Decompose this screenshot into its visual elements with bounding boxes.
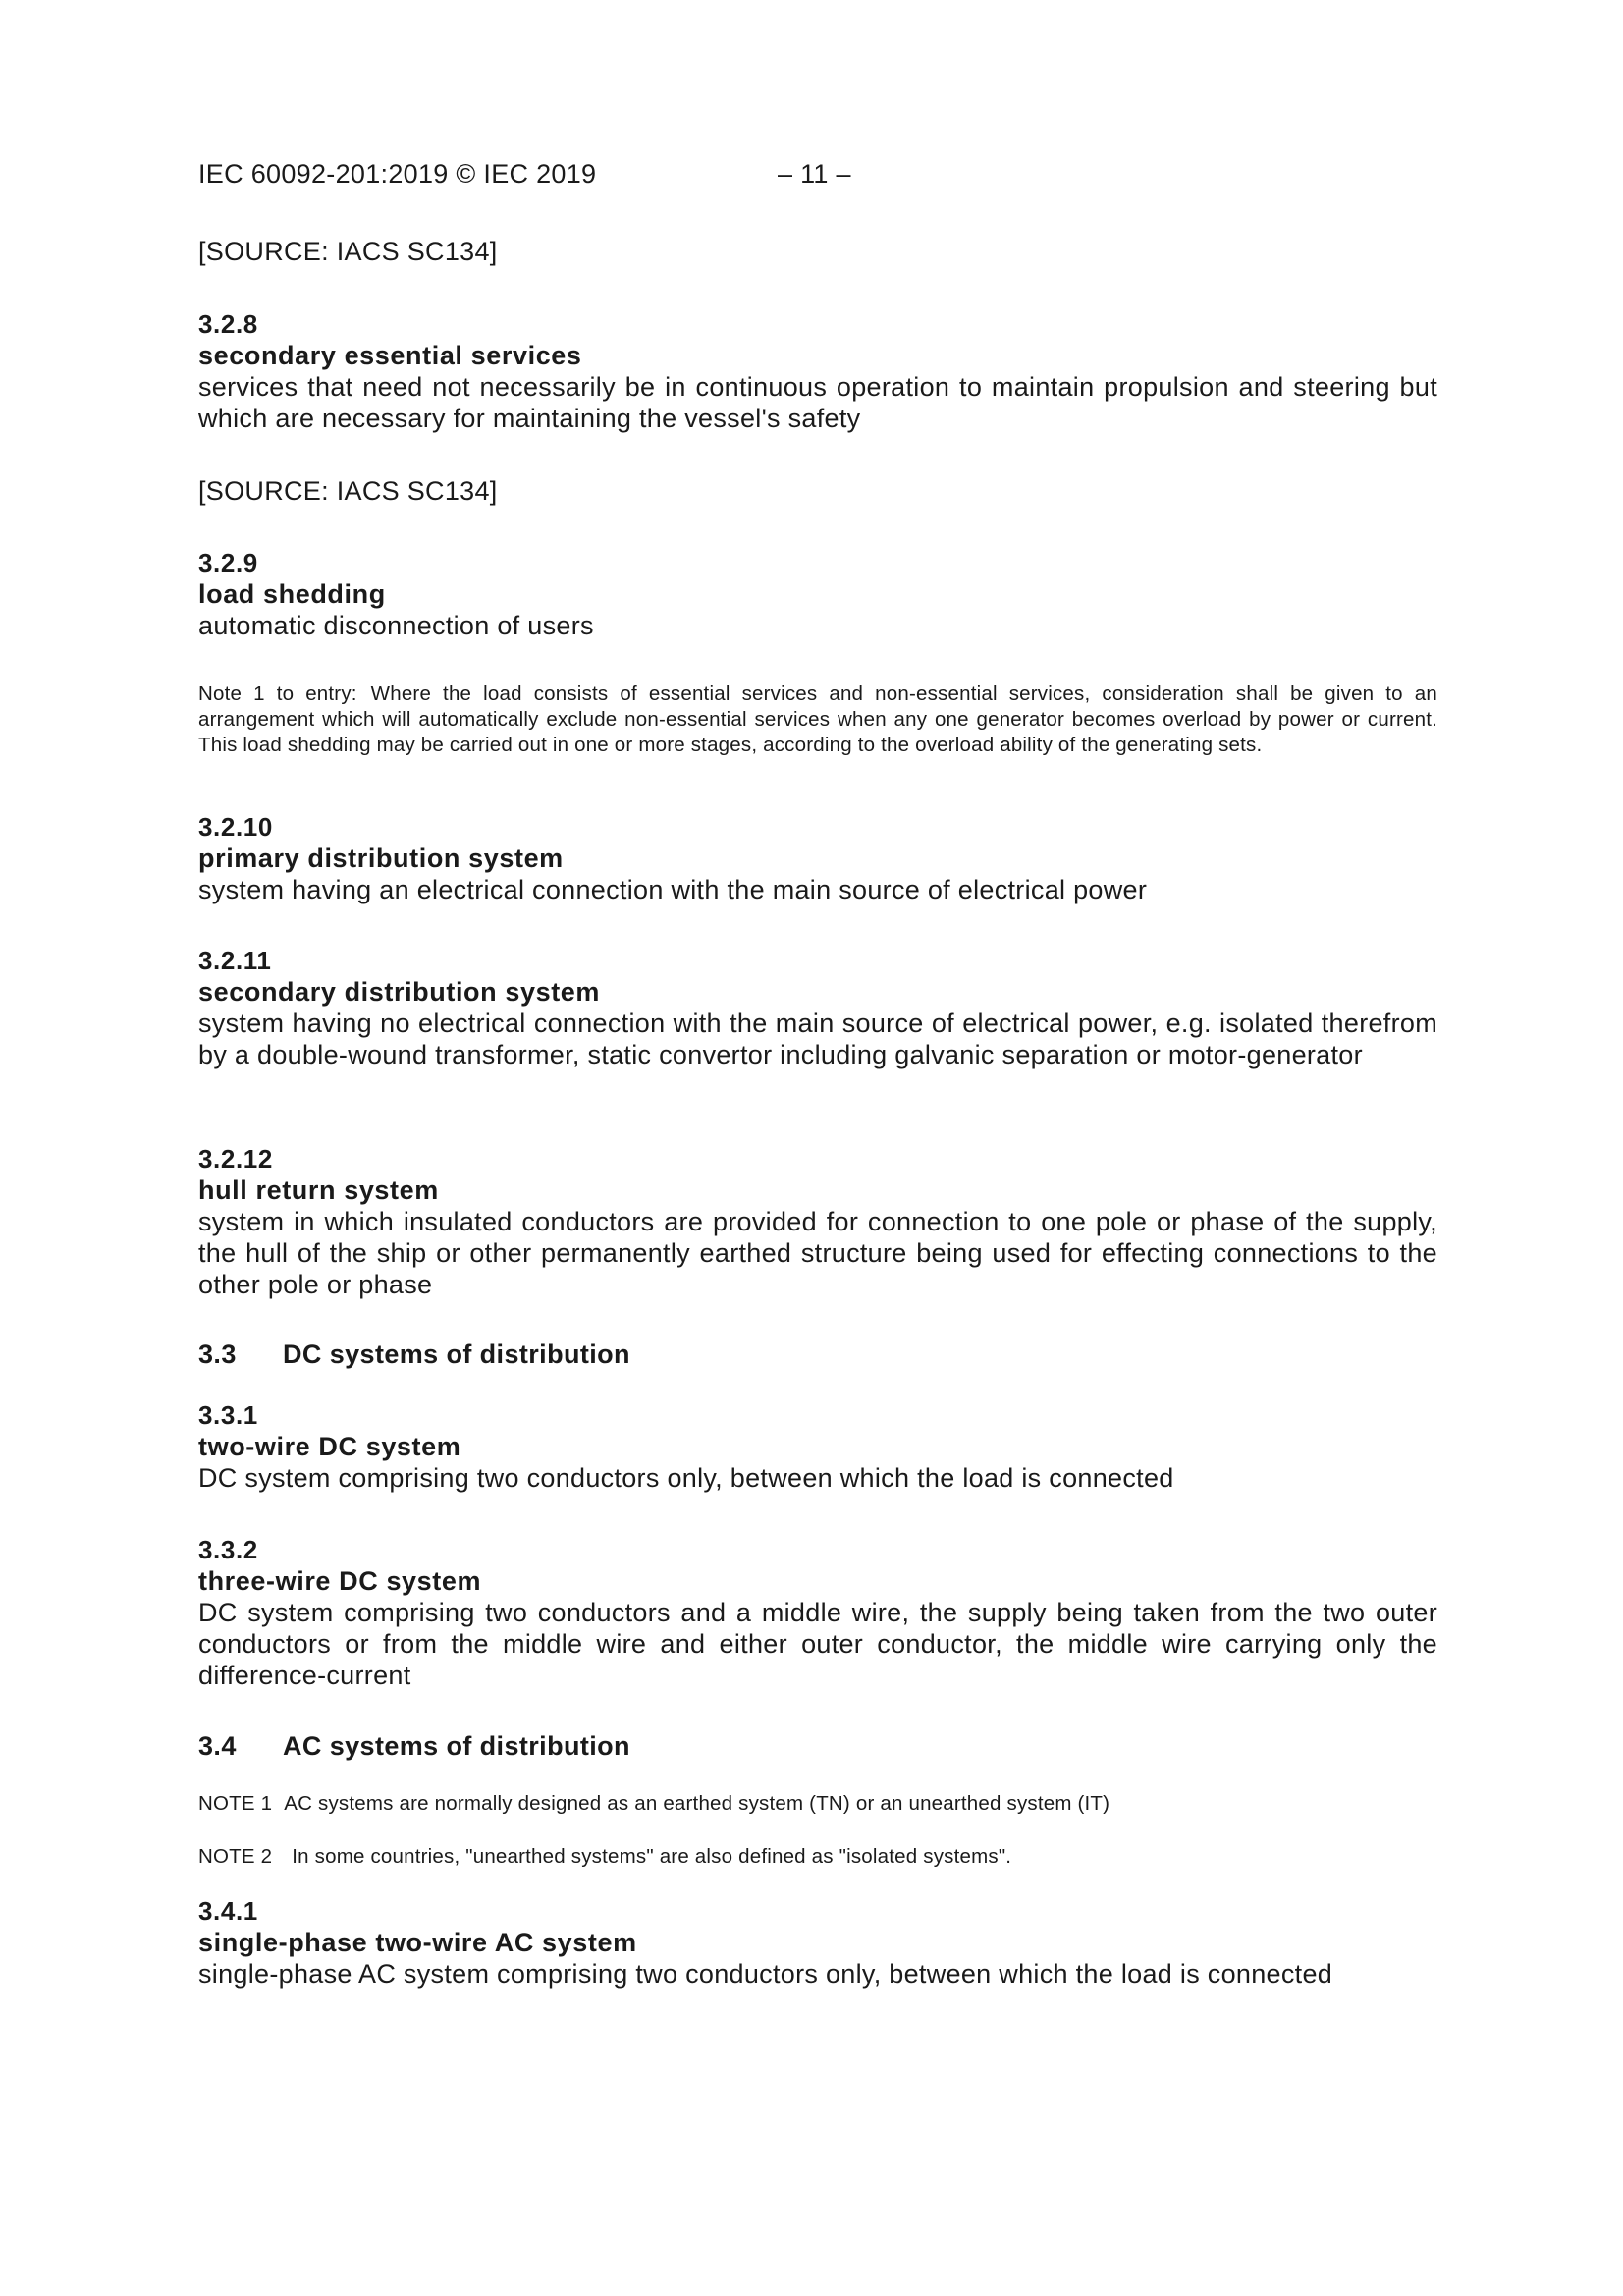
- term-entry-3-2-10: [198, 811, 1437, 905]
- note-label: NOTE 2: [198, 1845, 273, 1868]
- entry-definition: services that need not necessarily be in continuous operation to maintain propulsion and steering but which are necessary for maintaining the vessel's safety: [198, 372, 1437, 433]
- clause-title: AC systems of distribution: [283, 1731, 630, 1761]
- note-text: AC systems are normally designed as an earthed system (TN) or an unearthed system (IT): [284, 1792, 1110, 1815]
- entry-definition: DC system comprising two conductors and a middle wire, the supply being taken from the two outer conductors or from the middle wire and either outer conductor, the middle wire carrying only the difference-current: [198, 1598, 1437, 1690]
- term-entry-3-2-8: [198, 308, 1437, 434]
- entry-term: secondary distribution system: [198, 977, 601, 1007]
- entry-number: 3.2.8: [198, 309, 258, 339]
- entry-definition: system having no electrical connection with the main source of electrical power, e.g. isolated therefrom by a double-wound transformer, static convertor including galvanic separation or motor-generator: [198, 1009, 1437, 1069]
- term-entry-3-3-2: [198, 1534, 1437, 1691]
- entry-term: single-phase two-wire AC system: [198, 1928, 637, 1957]
- entry-definition: automatic disconnection of users: [198, 611, 594, 640]
- note-to-entry: [198, 682, 1437, 758]
- entry-definition: system having an electrical connection with the main source of electrical power: [198, 875, 1148, 904]
- entry-term: load shedding: [198, 579, 386, 609]
- term-entry-3-2-11: [198, 945, 1437, 1070]
- entry-term: hull return system: [198, 1175, 439, 1205]
- entry-definition: DC system comprising two conductors only, between which the load is connected: [198, 1463, 1174, 1493]
- entry-number: 3.3.1: [198, 1400, 258, 1430]
- term-entry-3-2-12: [198, 1143, 1437, 1300]
- term-entry-3-4-1: [198, 1895, 1437, 1990]
- entry-number: 3.4.1: [198, 1896, 258, 1926]
- clause-note-2: [198, 1845, 1437, 1869]
- clause-number: 3.3: [198, 1339, 237, 1369]
- source-reference: [SOURCE: IACS SC134]: [198, 237, 498, 266]
- entry-term: secondary essential services: [198, 341, 582, 370]
- source-reference: [SOURCE: IACS SC134]: [198, 476, 498, 506]
- note-text: In some countries, "unearthed systems" are also defined as "isolated systems".: [292, 1845, 1012, 1868]
- note-label: NOTE 1: [198, 1792, 273, 1815]
- entry-definition: system in which insulated conductors are provided for connection to one pole or phase of the supply, the hull of the ship or other permanently earthed structure being used for effecting connections to the other pole or phase: [198, 1207, 1437, 1299]
- clause-heading-3-3: [198, 1339, 1437, 1370]
- clause-heading-3-4: [198, 1731, 1437, 1762]
- entry-term: primary distribution system: [198, 844, 564, 873]
- note-label: Note 1 to entry:: [198, 683, 357, 705]
- entry-number: 3.2.9: [198, 548, 258, 577]
- entry-number: 3.3.2: [198, 1535, 258, 1564]
- header-standard-ref: IEC 60092-201:2019 © IEC 2019: [198, 159, 597, 189]
- entry-term: three-wire DC system: [198, 1566, 482, 1596]
- header-page-number: – 11 –: [778, 159, 851, 189]
- clause-note-1: [198, 1792, 1437, 1816]
- term-entry-3-3-1: [198, 1399, 1437, 1494]
- entry-definition: single-phase AC system comprising two conductors only, between which the load is connected: [198, 1959, 1333, 1989]
- clause-title: DC systems of distribution: [283, 1339, 630, 1369]
- note-text: Where the load consists of essential services and non-essential services, consideration shall be given to an arrangement which will automatically exclude non-essential services when any one generator becomes overload by power or current. This load shedding may be carried out in one or more stages, according to the overload ability of the generating sets.: [198, 683, 1437, 756]
- clause-number: 3.4: [198, 1731, 237, 1761]
- entry-number: 3.2.10: [198, 812, 273, 842]
- entry-number: 3.2.12: [198, 1144, 273, 1174]
- entry-number: 3.2.11: [198, 946, 272, 975]
- term-entry-3-2-9: [198, 547, 1437, 641]
- entry-term: two-wire DC system: [198, 1432, 461, 1461]
